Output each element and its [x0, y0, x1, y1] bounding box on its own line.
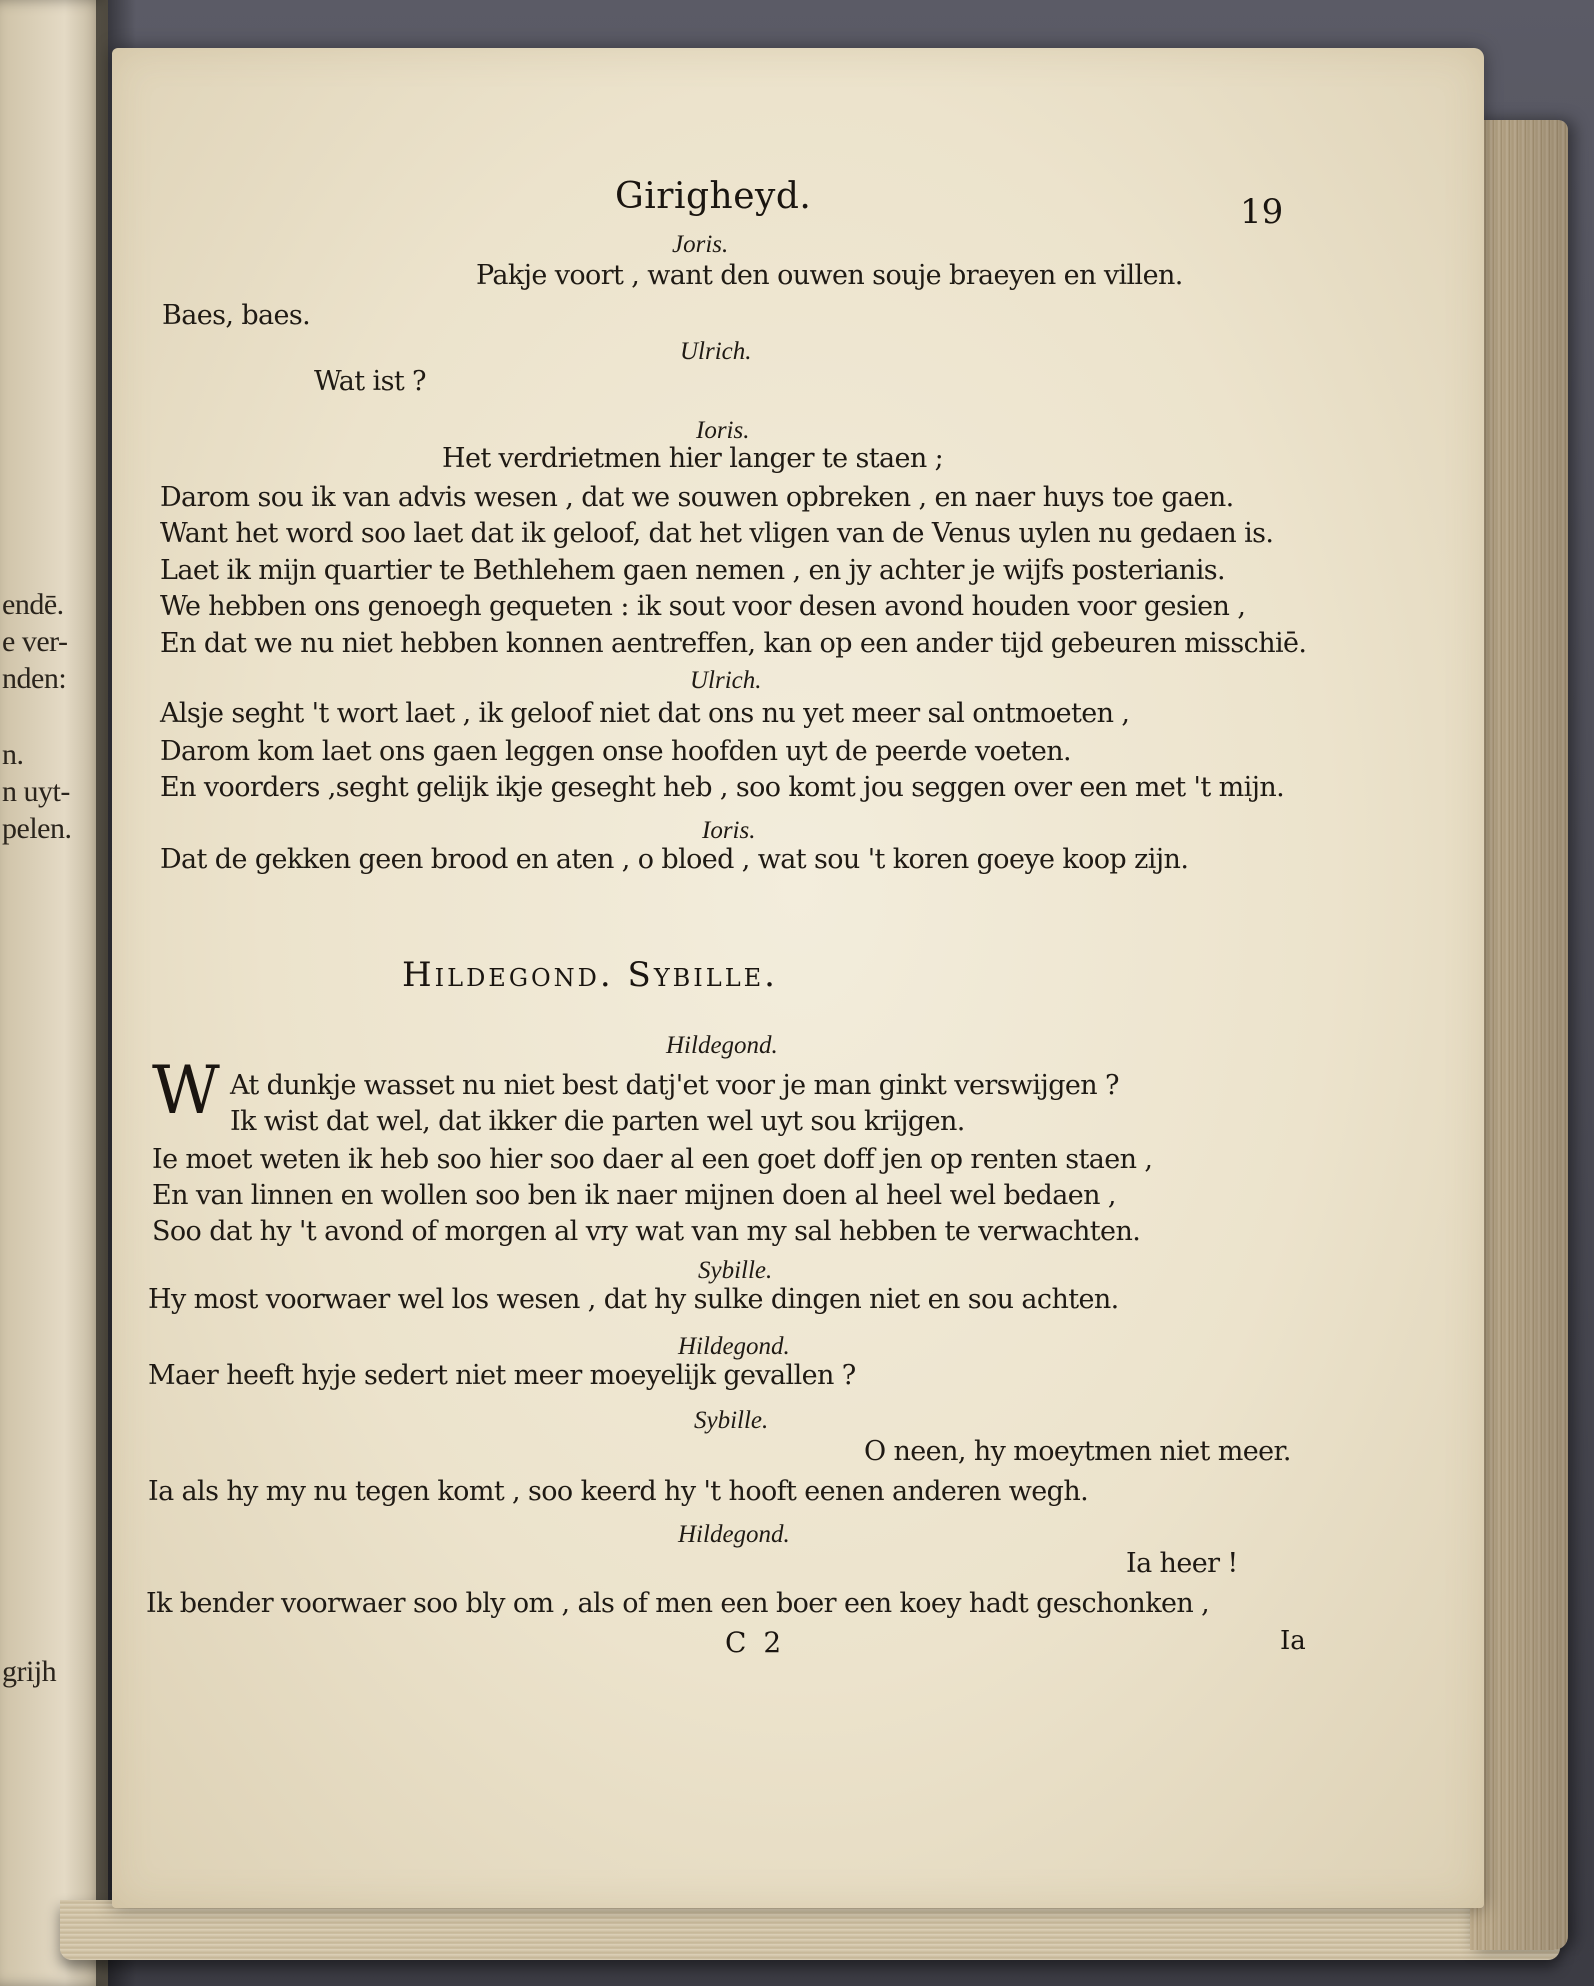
left-page-fragment: grijh	[2, 1655, 57, 1688]
verse-line: Ie moet weten ik heb soo hier soo daer al een goet doff jen op renten staen ,	[152, 1144, 1153, 1175]
verse-line: Hy most voorwaer wel los wesen , dat hy sulke dingen niet en sou achten.	[148, 1284, 1119, 1315]
verse-line: Dat de gekken geen brood en aten , o bloed , wat sou 't koren goeye koop zijn.	[160, 844, 1189, 875]
page-stack-bottom	[60, 1900, 1560, 1960]
speaker-label: Ulrich.	[690, 667, 762, 694]
verse-line: Baes, baes.	[162, 300, 311, 331]
verse-line: Ia als hy my nu tegen komt , soo keerd hy 't hooft eenen anderen wegh.	[148, 1476, 1089, 1507]
verse-line: En van linnen en wollen soo ben ik naer mijnen doen al heel wel bedaen ,	[152, 1180, 1116, 1211]
left-facing-page	[0, 0, 108, 1986]
verse-line: Wat ist ?	[314, 366, 426, 397]
verse-line: Darom kom laet ons gaen leggen onse hoofden uyt de peerde voeten.	[160, 736, 1071, 767]
verse-line: We hebben ons genoegh gequeten : ik sout voor desen avond houden voor gesien ,	[160, 591, 1246, 622]
verse-line: O neen, hy moeytmen niet meer.	[864, 1436, 1291, 1467]
speaker-label: Sybille.	[698, 1257, 773, 1284]
verse-line: Ia heer !	[1126, 1548, 1238, 1579]
speaker-label: Ulrich.	[680, 338, 752, 365]
speaker-label: Ioris.	[696, 417, 750, 444]
verse-line: Maer heeft hyje sedert niet meer moeyelijk gevallen ?	[148, 1360, 856, 1391]
verse-line: Pakje voort , want den ouwen souje braeyen en villen.	[476, 260, 1183, 291]
drop-cap: W	[152, 1052, 220, 1129]
catchword: Ia	[1280, 1626, 1306, 1656]
verse-line: Ik wist dat wel, dat ikker die parten wel uyt sou krijgen.	[230, 1106, 965, 1137]
left-page-fragment: nden:	[2, 662, 67, 695]
speaker-label: Hildegond.	[678, 1333, 790, 1360]
verse-line: Het verdrietmen hier langer te staen ;	[442, 443, 944, 474]
left-page-fragment: n.	[2, 738, 24, 771]
left-page-fragment: e ver-	[2, 625, 68, 658]
speaker-label: Joris.	[672, 231, 729, 258]
left-page-fragment: n uyt-	[2, 775, 70, 808]
verse-line: Darom sou ik van advis wesen , dat we souwen opbreken , en naer huys toe gaen.	[160, 482, 1234, 513]
fore-edge-shade	[1470, 120, 1568, 1950]
speaker-label: Hildegond.	[678, 1521, 790, 1548]
verse-line: Laet ik mijn quartier te Bethlehem gaen nemen , en jy achter je wijfs posterianis.	[160, 555, 1225, 586]
verse-line: En voorders ,seght gelijk ikje geseght heb , soo komt jou seggen over een met 't mijn.	[160, 772, 1285, 803]
scene-heading: Hildegond. Sybille.	[402, 955, 778, 995]
verse-line: Want het word soo laet dat ik geloof, dat het vligen van de Venus uylen nu gedaen is.	[160, 518, 1274, 549]
verse-line: Ik bender voorwaer soo bly om , als of men een boer een koey hadt geschonken ,	[146, 1588, 1210, 1619]
verse-line: Soo dat hy 't avond of morgen al vry wat van my sal hebben te verwachten.	[152, 1216, 1141, 1247]
verse-line: En dat we nu niet hebben konnen aentreffen, kan op een ander tijd gebeuren misschiē.	[160, 628, 1307, 659]
verse-line: Alsje seght 't wort laet , ik geloof niet dat ons nu yet meer sal ontmoeten ,	[160, 698, 1130, 729]
speaker-label: Sybille.	[694, 1407, 769, 1434]
running-title: Girigheyd.	[615, 176, 812, 217]
page-number: 19	[1240, 192, 1284, 232]
speaker-label: Ioris.	[702, 817, 756, 844]
speaker-label: Hildegond.	[666, 1032, 778, 1059]
left-page-fragment: endē.	[2, 588, 64, 621]
book-page	[112, 48, 1484, 1908]
signature-mark: C 2	[725, 1626, 786, 1659]
left-page-fragment: pelen.	[2, 812, 72, 845]
verse-line: At dunkje wasset nu niet best datj'et voor je man ginkt verswijgen ?	[230, 1070, 1119, 1101]
